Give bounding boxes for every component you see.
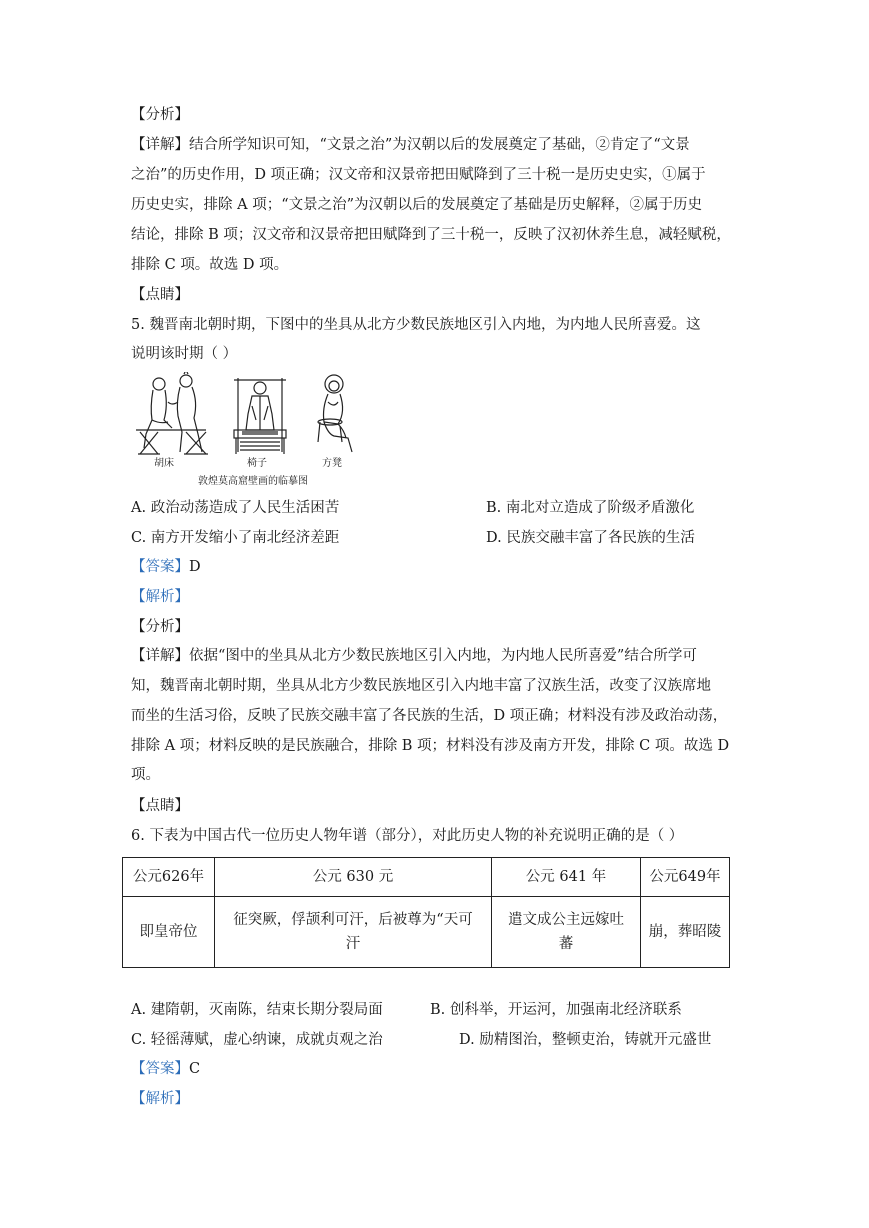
option-c: C. 南方开发缩小了南北经济差距 — [131, 530, 340, 546]
table-cell: 遣文成公主远嫁吐蕃 — [492, 897, 641, 968]
option-d: D. 励精图治，整顿吏治，铸就开元盛世 — [459, 1032, 712, 1048]
answer-line — [131, 557, 201, 577]
figure-label-chair: 椅子 — [247, 458, 267, 469]
answer-value: D — [189, 559, 201, 575]
figure-label-stool: 方凳 — [322, 458, 342, 469]
figure-label-hu-chuang: 胡床 — [154, 458, 174, 469]
table-header-cell: 公元 630 元 — [215, 858, 492, 897]
detail-line: 知，魏晋南北朝时期，坐具从北方少数民族地区引入内地丰富了汉族生活，改变了汉族席地 — [131, 678, 711, 694]
table-cell: 即皇帝位 — [123, 897, 215, 968]
chair-drawing — [234, 378, 286, 454]
question-6-stem: 6. 下表为中国古代一位历史人物年谱（部分），对此历史人物的补充说明正确的是（ ） — [131, 828, 684, 844]
detail-line: 之治”的历史作用，D 项正确；汉文帝和汉景帝把田赋降到了三十税一是历史史实，①属于 — [131, 167, 706, 183]
table-header-cell: 公元626年 — [123, 858, 215, 897]
detail-line: 结论，排除 B 项；汉文帝和汉景帝把田赋降到了三十税一，反映了汉初休养生息，减轻赋税， — [131, 227, 731, 243]
answer-value: C — [189, 1061, 201, 1077]
answer-label: 【答案】 — [131, 1061, 189, 1077]
mural-drawing — [128, 372, 368, 490]
table-cell: 崩，葬昭陵 — [641, 897, 730, 968]
chronology-table — [122, 857, 730, 968]
detail-line: 而坐的生活习俗，反映了民族交融丰富了各民族的生活，D 项正确；材料没有涉及政治动荡， — [131, 708, 728, 724]
table-header-row — [123, 858, 730, 897]
option-a: A. 建隋朝，灭南陈，结束长期分裂局面 — [131, 1002, 383, 1018]
option-a: A. 政治动荡造成了人民生活困苦 — [131, 500, 340, 516]
seating-illustration — [128, 372, 368, 490]
answer-label: 【答案】 — [131, 559, 189, 575]
detail-line: 【详解】依据“图中的坐具从北方少数民族地区引入内地，为内地人民所喜爱”结合所学可 — [131, 648, 697, 664]
comment-heading: 【点睛】 — [131, 287, 189, 303]
explain-label: 【解析】 — [131, 589, 189, 605]
comment-heading: 【点睛】 — [131, 798, 189, 814]
stool-drawing — [318, 375, 352, 452]
detail-line: 排除 C 项。故选 D 项。 — [131, 257, 289, 273]
option-d: D. 民族交融丰富了各民族的生活 — [486, 530, 695, 546]
detail-line: 【详解】结合所学知识可知，“文景之治”为汉朝以后的发展奠定了基础，②肯定了“文景 — [131, 137, 690, 153]
table-header-cell: 公元 641 年 — [492, 858, 641, 897]
option-b: B. 创科举，开运河，加强南北经济联系 — [430, 1002, 682, 1018]
detail-line: 历史史实，排除 A 项；“文景之治”为汉朝以后的发展奠定了基础是历史解释，②属于历史 — [131, 197, 703, 213]
option-c: C. 轻徭薄赋，虚心纳谏，成就贞观之治 — [131, 1032, 383, 1048]
detail-line: 项。 — [131, 767, 160, 783]
hu-chuang-drawing — [136, 372, 208, 454]
table-cell: 征突厥，俘颉利可汗，后被尊为“天可汗 — [215, 897, 492, 968]
question-5-stem: 说明该时期（ ） — [131, 346, 238, 362]
table-header-cell: 公元649年 — [641, 858, 730, 897]
table-row — [123, 897, 730, 968]
question-5-stem: 5. 魏晋南北朝时期，下图中的坐具从北方少数民族地区引入内地，为内地人民所喜爱。这 — [131, 317, 701, 333]
explain-label: 【解析】 — [131, 1091, 189, 1107]
analysis-heading: 【分析】 — [131, 619, 189, 635]
analysis-heading: 【分析】 — [131, 107, 189, 123]
figure-caption: 敦煌莫高窟壁画的临摹图 — [198, 476, 308, 487]
detail-line: 排除 A 项；材料反映的是民族融合，排除 B 项；材料没有涉及南方开发，排除 C 项。故选 D — [131, 738, 730, 754]
option-b: B. 南北对立造成了阶级矛盾激化 — [486, 500, 695, 516]
answer-line — [131, 1059, 200, 1079]
